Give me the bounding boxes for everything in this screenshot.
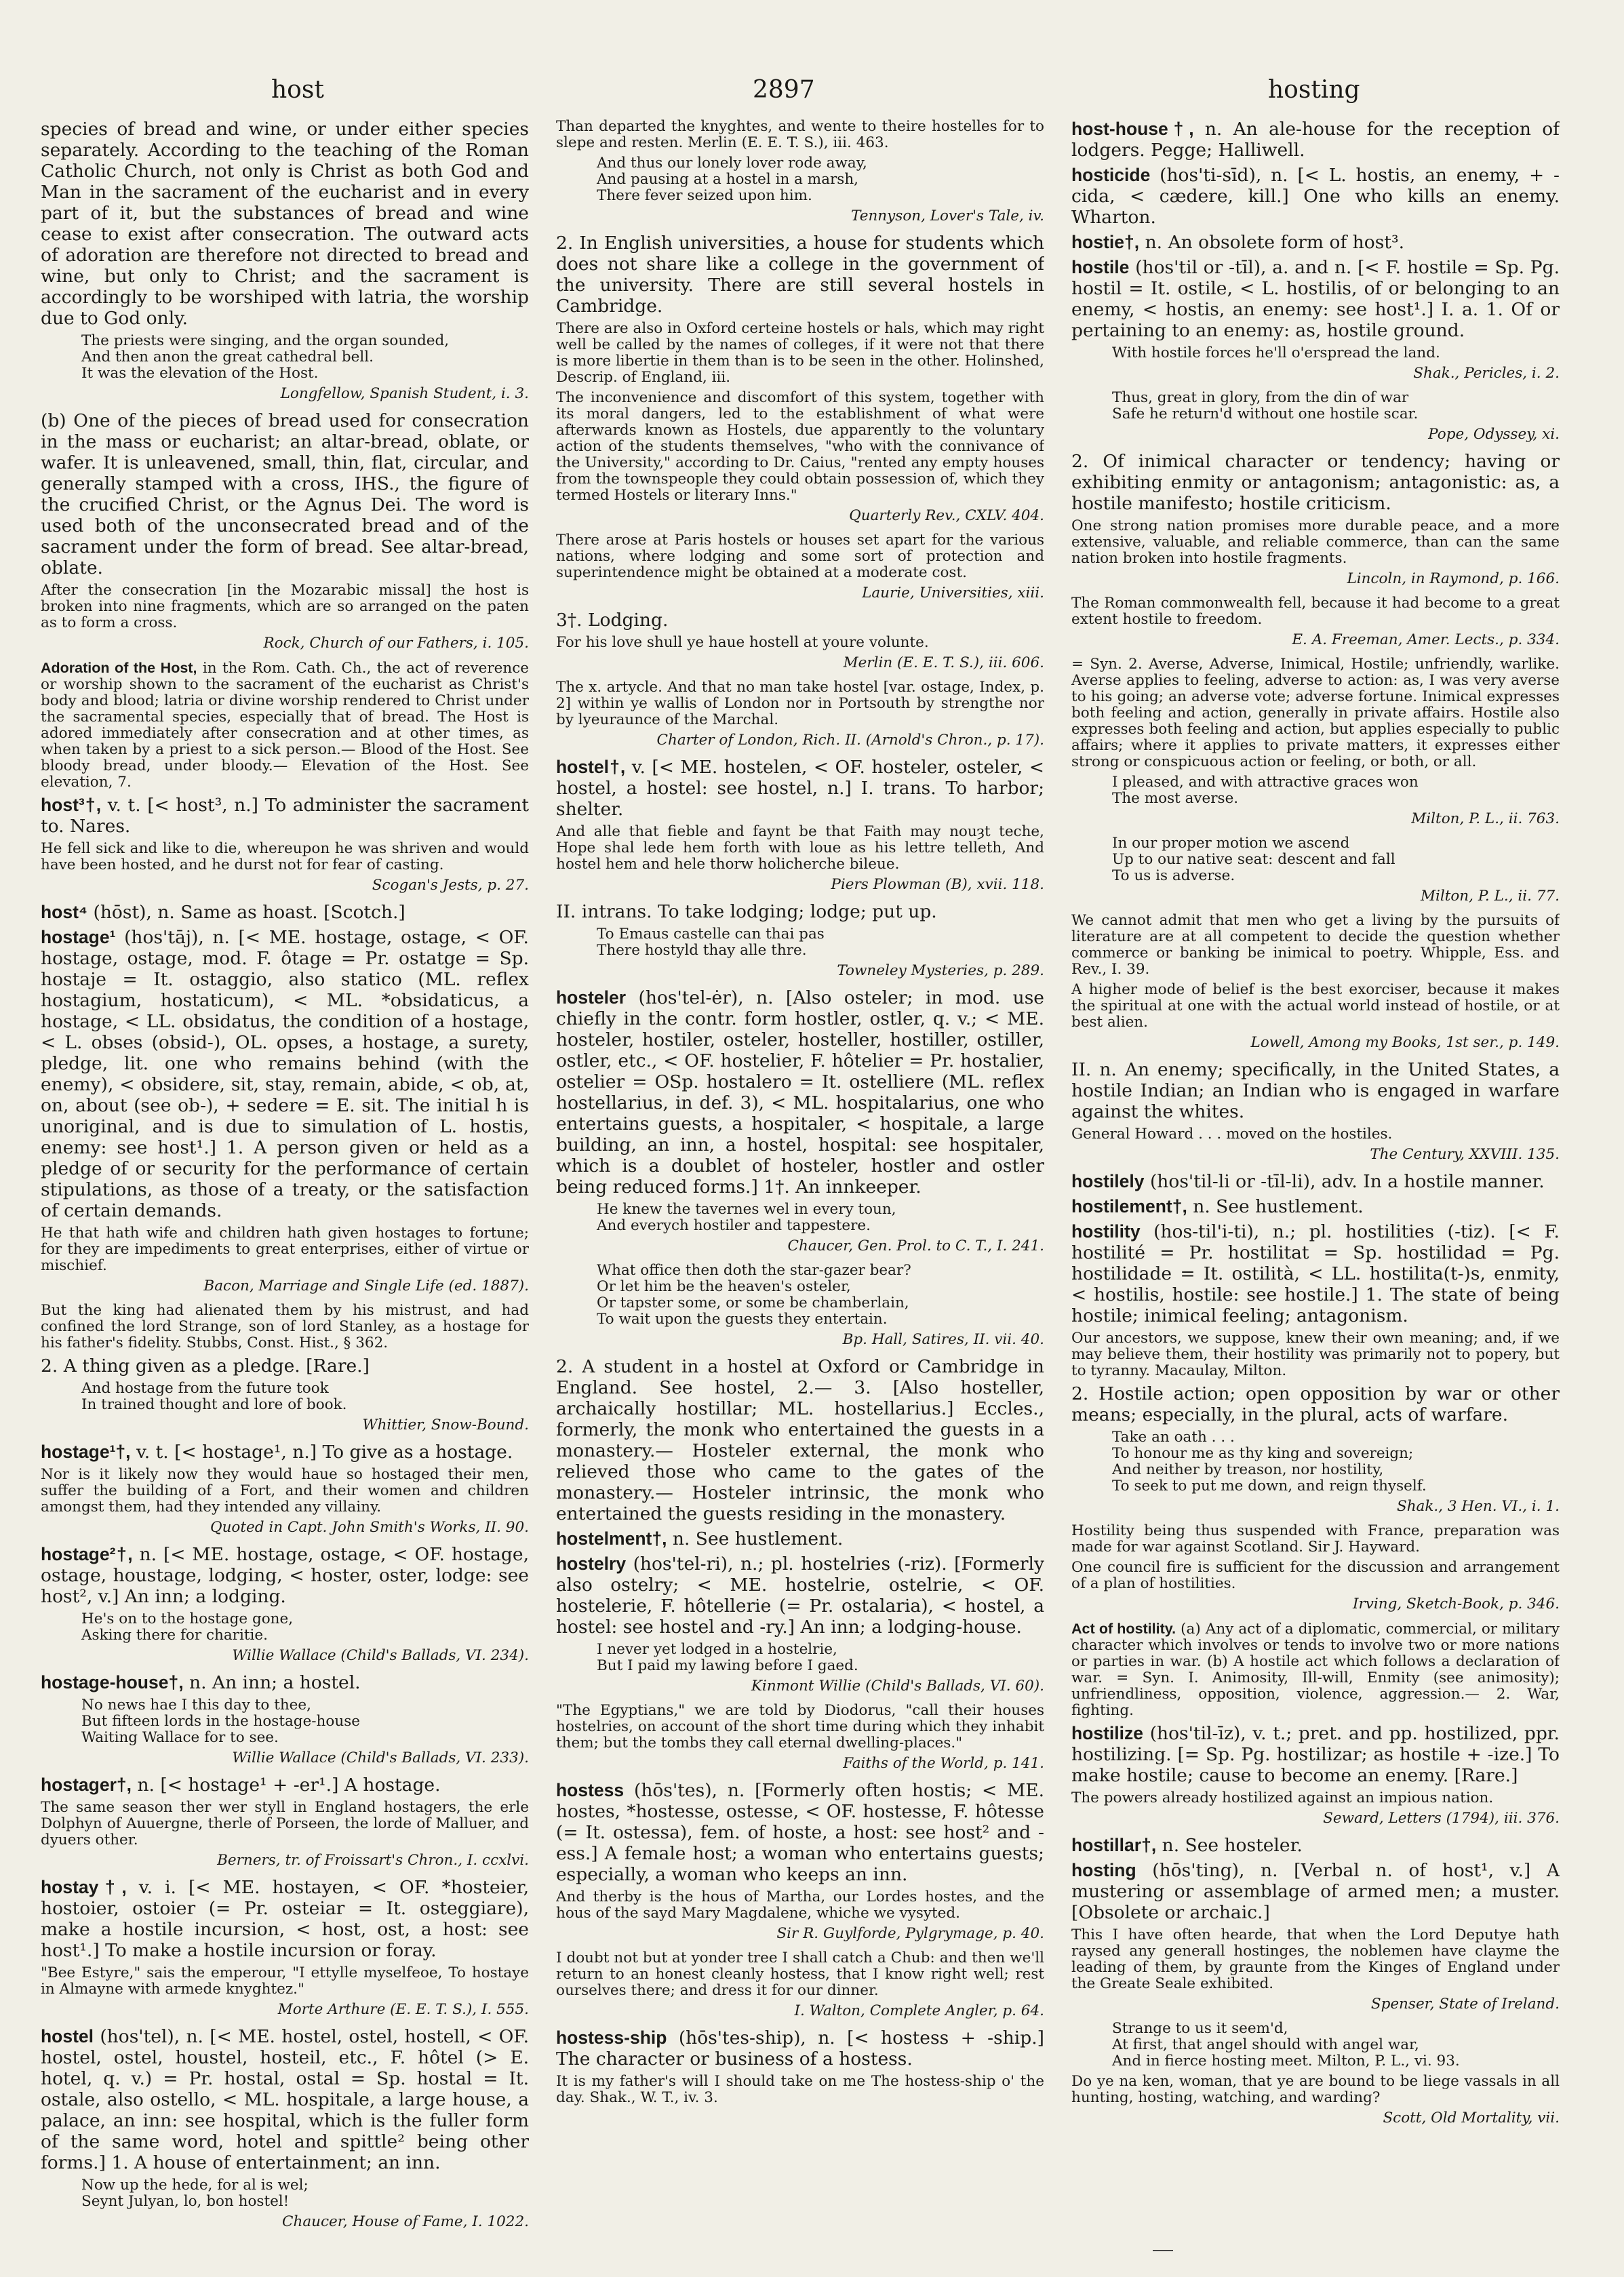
citation-text xyxy=(1071,595,1560,628)
entry-text: 3†. Lodging. xyxy=(556,610,669,631)
entry-text: v. i. [< ME. hostayen, < OF. *hosteier, hostoier, ostoier (= Pr. osteiar = It. osteggiare), make a hostile incursion, < host, ost, a host: see host¹.] To make a hostile incursion or foray. xyxy=(41,1877,529,1961)
citation-source xyxy=(41,1648,529,1664)
entry-text: Kinmont Willie (Child's Ballads, VI. 60). xyxy=(751,1678,1044,1695)
entry-text: The same season ther wer styll in England hostagers, the erle Dolphyn of Auuergne, therle of Porseen, the lorde of Malluer, and dyuers other. xyxy=(41,1799,529,1848)
entry-text: He's on to the hostage gone, Asking there for charitie. xyxy=(81,1610,294,1644)
headword: hostilely xyxy=(1071,1171,1145,1191)
citation-source xyxy=(1071,1147,1560,1163)
verse-quotation xyxy=(1112,774,1543,807)
citation-text xyxy=(556,1950,1044,1999)
columns xyxy=(41,119,1587,2234)
citation-source xyxy=(41,386,529,402)
entry-text: We cannot admit that men who get a living by the pursuits of literature are at all competent to decide the question whether commerce or banking be inimical to poetry. Whipple, Ess. and Rev., I. 39. xyxy=(1071,912,1560,978)
entry-paragraph xyxy=(1071,232,1560,253)
entry-text: Bacon, Marriage and Single Life (ed. 1887). xyxy=(203,1278,529,1294)
citation-text xyxy=(1071,913,1560,978)
headword: hostel xyxy=(41,2026,94,2046)
entry-text: (a) Any act of a diplomatic, commercial, or military character which involves or tends to involve two or more nations or parties in war. (b) A hostile act which follows a declaration of war. = Syn. I. Animosity, Ill-will, Enmity (see animosity); unfriendliness, opposition, violence, aggression.— 2. War, fighting. xyxy=(1071,1621,1560,1719)
entry-text: (b) One of the pieces of bread used for consecration in the mass or eucharist; an altar-bread, oblate, or wafer. It is unleavened, small, thin, flat, circular, and generally stamped with a cross, IHS., the figure of the crucified Christ, or the Agnus Dei. The word is used both of the unconsecrated bread and of the sacrament under the form of bread. See altar-bread, oblate. xyxy=(41,410,529,578)
entry-paragraph xyxy=(41,1442,529,1463)
citation-source xyxy=(41,1520,529,1536)
entry-text: n. See hosteler. xyxy=(1162,1835,1303,1856)
verse-quotation xyxy=(1112,1429,1543,1494)
entry-text: Longfellow, Spanish Student, i. 3. xyxy=(280,385,529,402)
entry-text: Strange to us it seem'd, At first, that angel should with angel war, And in fierce hosting meet. Milton, P. L., vi. 93. xyxy=(1112,2020,1460,2070)
entry-paragraph xyxy=(556,2027,1044,2070)
citation-source xyxy=(1071,1499,1560,1515)
entry-text: n. [< ME. hostage, ostage, < OF. hostage, ostage, houstage, lodging, < hoster, oster, lodge: see host², v.] An inn; a lodging. xyxy=(41,1544,529,1607)
entry-text: Spenser, State of Ireland. xyxy=(1370,1996,1560,2013)
citation-source xyxy=(1071,365,1560,382)
entry-text: I pleased, and with attractive graces won The most averse. xyxy=(1112,774,1419,807)
entry-paragraph xyxy=(1071,1835,1560,1856)
citation-text xyxy=(1071,2074,1560,2106)
entry-text: Faiths of the World, p. 141. xyxy=(843,1755,1044,1772)
entry-text: Milton, P. L., ii. 77. xyxy=(1420,888,1560,905)
entry-text: Lincoln, in Raymond, p. 166. xyxy=(1347,570,1560,587)
entry-text: A higher mode of belief is the best exorciser, because it makes the spiritual at one with the actual world instead of hostile, or at best alien. xyxy=(1071,981,1560,1031)
headword: host³†, xyxy=(41,795,102,815)
entry-paragraph xyxy=(41,795,529,837)
headword: hostillar†, xyxy=(1071,1835,1157,1855)
entry-text: General Howard . . . moved on the hostiles. xyxy=(1071,1126,1393,1143)
entry-text: (hōs'tes-ship), n. [< hostess + -ship.] The character or business of a hostess. xyxy=(556,2027,1044,2070)
entry-text: Scott, Old Mortality, vii. xyxy=(1383,2110,1560,2126)
citation-source xyxy=(556,963,1044,979)
page-number: 2897 xyxy=(753,76,815,104)
citation-source xyxy=(1071,1996,1560,2013)
header-left-guideword: host xyxy=(271,76,324,104)
entry-text: (hos'til-li or -tīl-li), adv. In a hostile manner. xyxy=(1149,1171,1545,1192)
citation-source xyxy=(556,1926,1044,1942)
running-header xyxy=(0,76,1624,117)
entry-text: Quoted in Capt. John Smith's Works, II. 90. xyxy=(210,1519,529,1536)
entry-paragraph xyxy=(556,987,1044,1197)
entry-paragraph xyxy=(556,901,1044,922)
entry-text: (hos'tāj), n. [< ME. hostage, ostage, < OF. hostage, ostage, mod. F. ôtage = Pr. ostatge = Sp. hostaje = It. ostaggio, also statico (ML. reflex hostagium, hostaticum), < ML. *obsidaticus, a hostage, < LL. obsidatus, the condition of a hostage, < L. obses (obsid-), OL. opses, a hostage, a surety, pledge, lit. one who remains behind (with the enemy), < obsidere, sit, stay, remain, abide, < ob, at, on, about (see ob-), + sedere = E. sit. The initial h is unoriginal, and is due to simulation of L. hostis, enemy: see host¹.] 1. A person given or held as a pledge of or security for the performance of certain stipulations, as those of a treaty, or the satisfaction of certain demands. xyxy=(41,927,529,1221)
citation-source xyxy=(1071,1810,1560,1827)
entry-text: The priests were singing, and the organ sounded, And then anon the great cathedral bell. It was the elevation of the Host. xyxy=(81,332,450,382)
entry-text: I. Walton, Complete Angler, p. 64. xyxy=(794,2002,1044,2019)
column-3 xyxy=(1071,119,1560,2234)
citation-source xyxy=(556,2003,1044,2019)
entry-text: 2. Hostile action; open opposition by war or other means; especially, in the plural, acts of warfare. xyxy=(1071,1383,1560,1425)
citation-text xyxy=(1071,1560,1560,1592)
entry-text: He that hath wife and children hath given hostages to fortune; for they are impediments to great enterprises, either of virtue or mischief. xyxy=(41,1225,529,1274)
headword: hostess xyxy=(556,1780,625,1800)
citation-text xyxy=(556,390,1044,504)
entry-text: Milton, P. L., ii. 763. xyxy=(1411,810,1560,827)
entry-paragraph xyxy=(41,410,529,578)
citation-source xyxy=(556,208,1044,224)
entry-text: He fell sick and like to die, whereupon he was shriven and would have been hosted, and he durst not for fear of casting. xyxy=(41,840,529,873)
entry-text: species of bread and wine, or under either species separately. According to the teaching of the Roman Catholic Church, not only is Christ as both God and Man in the sacrament of the eucharist and in every part of it, but the substances of bread and wine cease to exist after consecration. The outward acts of adoration are therefore not directed to bread and wine, but only to Christ; and the sacrament is accordingly to be worshiped with latria, the worship due to God only. xyxy=(41,119,529,329)
citation-source xyxy=(1071,888,1560,905)
entry-text: Pope, Odyssey, xi. xyxy=(1428,426,1560,443)
entry-text: Than departed the knyghtes, and wente to theire hostelles for to slepe and resten. Merlin (E. E. T. S.), iii. 463. xyxy=(556,119,1044,151)
citation-source xyxy=(556,1678,1044,1695)
entry-text: There arose at Paris hostels or houses set apart for the various nations, where lodging and some sort of protection and superintendence might be obtained at a moderate cost. xyxy=(556,532,1044,581)
citation-source xyxy=(41,2002,529,2018)
entry-text: There are also in Oxford certeine hostels or hals, which may right well be called by the names of colleges, if it were not that there is more libertie in them than is to be seen in the other. Holinshed, Descrip. of England, iii. xyxy=(556,320,1044,386)
citation-source xyxy=(556,655,1044,671)
entry-paragraph xyxy=(41,1544,529,1607)
citation-text xyxy=(41,1965,529,1998)
citation-source xyxy=(41,1278,529,1294)
entry-text: 2. A student in a hostel at Oxford or Cambridge in England. See hostel, 2.— 3. [Also hosteller, archaically hostillar; ML. hostellarius.] Eccles., formerly, the monk who entertained the guests in a monastery.— Hosteler external, the monk who relieved those who came to the gates of the monastery.— Hosteler intrinsic, the monk who entertained the guests residing in the monastery. xyxy=(556,1356,1044,1524)
entry-text: Hostility being thus suspended with France, preparation was made for war against Scotland. Sir J. Hayward. xyxy=(1071,1522,1560,1556)
entry-paragraph xyxy=(556,1553,1044,1638)
entry-text: Thus, great in glory, from the din of war Safe he return'd without one hostile scar. xyxy=(1112,389,1419,422)
entry-paragraph xyxy=(41,1672,529,1693)
entry-text: But the king had alienated them by his mistrust, and had confined the lord Strange, son of lord Stanley, as a hostage for his father's fidelity. Stubbs, Const. Hist., § 362. xyxy=(41,1302,529,1351)
citation-source xyxy=(556,1756,1044,1772)
entry-text: Bp. Hall, Satires, II. vii. 40. xyxy=(842,1331,1044,1348)
entry-paragraph xyxy=(1071,1196,1560,1217)
citation-text xyxy=(556,635,1044,651)
verse-quotation xyxy=(81,1611,513,1644)
entry-text: Seward, Letters (1794), iii. 376. xyxy=(1323,1810,1560,1827)
entry-text: Berners, tr. of Froissart's Chron., I. ccxlvi. xyxy=(217,1852,529,1869)
entry-text: (hos'tel-ėr), n. [Also osteler; in mod. use chiefly in the contr. form hostler, ostler, q. v.; < ME. hosteler, hostiler, osteler, hosteller, hostiller, ostiller, ostler, etc., < OF. hostelier, F. hôtelier = Pr. hostalier, ostelier = OSp. hostalero = It. ostelliere (ML. reflex hostellarius, in def. 3), < ML. hospitalarius, one who entertains guests, a hospitaler, < hospitale, a large building, an inn, a hostel, hospital: see hospitaler, which is a doublet of hosteler, hostler and ostler being reduced forms.] 1†. An innkeeper. xyxy=(556,987,1044,1197)
citation-text xyxy=(556,824,1044,873)
entry-text: Sir R. Guylforde, Pylgrymage, p. 40. xyxy=(776,1925,1044,1942)
citation-source xyxy=(1071,427,1560,443)
citation-text xyxy=(556,1703,1044,1751)
citation-source xyxy=(1071,1596,1560,1612)
headword: hostile xyxy=(1071,257,1130,277)
entry-text: And hostage from the future took In trained thought and lore of book. xyxy=(81,1380,347,1413)
citation-text xyxy=(41,1467,529,1516)
entry-text: (hos-til'i-ti), n.; pl. hostilities (-tiz). [< F. hostilité = Pr. hostilitat = Sp. hostilidad = Pg. hostilidade = It. ostilità, < LL. hostilita(t-)s, enmity, < hostilis, hostile: see hostile.] 1. The state of being hostile; inimical feeling; antagonism. xyxy=(1071,1221,1560,1326)
entry-text: Irving, Sketch-Book, p. 346. xyxy=(1352,1596,1560,1612)
verse-quotation xyxy=(81,2177,513,2210)
citation-text xyxy=(556,119,1044,151)
citation-text xyxy=(1071,1927,1560,1992)
citation-text xyxy=(41,841,529,873)
headword: hostilement†, xyxy=(1071,1196,1187,1216)
header-right-guideword: hosting xyxy=(1268,76,1360,104)
verse-quotation xyxy=(597,926,1028,959)
entry-paragraph xyxy=(556,1356,1044,1524)
citation-source xyxy=(41,1853,529,1869)
entry-text: One council fire is sufficient for the discussion and arrangement of a plan of hostilities. xyxy=(1071,1559,1560,1592)
verse-quotation xyxy=(1112,835,1543,884)
headword: Adoration of the Host, xyxy=(41,660,197,676)
entry-text: Laurie, Universities, xiii. xyxy=(862,585,1044,601)
citation-source xyxy=(556,877,1044,893)
entry-text: n. An obsolete form of host³. xyxy=(1145,232,1404,253)
citation-text xyxy=(556,2074,1044,2106)
citation-text xyxy=(41,1225,529,1274)
citation-source xyxy=(1071,2110,1560,2126)
entry-paragraph xyxy=(41,902,529,923)
entry-paragraph xyxy=(1071,1221,1560,1326)
entry-text: E. A. Freeman, Amer. Lects., p. 334. xyxy=(1292,631,1560,648)
entry-text: Whittier, Snow-Bound. xyxy=(362,1417,529,1433)
entry-text: Do ye na ken, woman, that ye are bound to be liege vassals in all hunting, hosting, watching, and warding? xyxy=(1071,2073,1560,2106)
entry-text: 2. Of inimical character or tendency; having or exhibiting enmity or antagonism; antagonistic: as, a hostile manifesto; hostile criticism. xyxy=(1071,451,1560,514)
entry-text: Shak., Pericles, i. 2. xyxy=(1413,365,1560,382)
entry-text: To Emaus castelle can thai pas There hostyld thay alle thre. xyxy=(597,926,825,959)
headword: host⁴ xyxy=(41,902,88,922)
entry-paragraph xyxy=(1071,1059,1560,1122)
entry-paragraph xyxy=(556,233,1044,317)
entry-text: Willie Wallace (Child's Ballads, VI. 233). xyxy=(232,1749,529,1766)
citation-text xyxy=(1071,1790,1560,1806)
verse-quotation xyxy=(1112,345,1543,361)
entry-text: Take an oath . . . To honour me as thy king and sovereign; And neither by treason, nor hostility, To seek to put me down, and reign thyself. xyxy=(1112,1429,1427,1494)
headword: hostage¹ xyxy=(41,927,116,947)
entry-paragraph xyxy=(1071,119,1560,161)
headword: hostelry xyxy=(556,1553,627,1574)
entry-text: n. See hustlement. xyxy=(1193,1196,1364,1217)
verse-quotation xyxy=(1112,2021,1543,2070)
citation-source xyxy=(1071,1035,1560,1051)
entry-text: The Century, XXVIII. 135. xyxy=(1370,1146,1560,1163)
entry-text: Chaucer, House of Fame, I. 1022. xyxy=(282,2213,529,2230)
citation-text xyxy=(1071,1523,1560,1556)
citation-source xyxy=(41,1417,529,1433)
entry-text: The powers already hostilized against an impious nation. xyxy=(1071,1789,1494,1806)
verse-quotation xyxy=(597,1202,1028,1234)
citation-source xyxy=(1071,632,1560,648)
citation-text xyxy=(41,582,529,631)
entry-text: Our ancestors, we suppose, knew their own meaning; and, if we may believe them, their hostility was primarily not to popery, but to tyranny. Macaulay, Milton. xyxy=(1071,1330,1560,1379)
entry-text: "Bee Estyre," sais the emperour, "I ettylle myselfeoe, To hostaye in Almayne with armede knyghtez." xyxy=(41,1964,529,1998)
citation-source xyxy=(1071,571,1560,587)
headword: hostage¹†, xyxy=(41,1442,131,1462)
entry-text: With hostile forces he'll o'erspread the land. xyxy=(1112,344,1440,361)
entry-paragraph xyxy=(41,2026,529,2173)
citation-text xyxy=(1071,518,1560,567)
entry-text: Scogan's Jests, p. 27. xyxy=(372,877,529,894)
headword: hostager†, xyxy=(41,1775,132,1795)
column-2 xyxy=(556,119,1044,2234)
entry-text: I never yet lodged in a hostelrie, But I paid my lawing before I gaed. xyxy=(597,1641,858,1674)
entry-paragraph xyxy=(1071,257,1560,341)
entry-text: v. [< ME. hostelen, < OF. hosteler, osteler, < hostel, a hostel: see hostel, n.] I. trans. To harbor; shelter. xyxy=(556,757,1044,820)
headword: hostay†, xyxy=(41,1877,127,1897)
entry-text: Chaucer, Gen. Prol. to C. T., I. 241. xyxy=(787,1238,1044,1254)
headword: hostelment†, xyxy=(556,1528,667,1549)
citation-text xyxy=(1071,982,1560,1031)
entry-text: v. t. [< hostage¹, n.] To give as a hostage. xyxy=(136,1442,513,1463)
entry-text: The inconvenience and discomfort of this system, together with its moral dangers, led to the establishment of what were afterwards known as Hostels, due apparently to the voluntary action of the students themselves, "who with the connivance of the University," according to Dr. Caius, "rented any empty houses from the townspeople they could obtain possession of, which they termed Hostels or literary Inns." xyxy=(556,389,1044,504)
entry-text: Morte Arthure (E. E. T. S.), I. 555. xyxy=(277,2001,529,2018)
entry-text: n. An inn; a hostel. xyxy=(189,1672,361,1693)
entry-text: He knew the tavernes wel in every toun, And everych hostiler and tappestere. xyxy=(597,1201,896,1234)
entry-text: (hōs'tes), n. [Formerly often hostis; < ME. hostes, *hostesse, ostesse, < OF. hostesse, F. hôtesse (= It. ostessa), fem. of hoste, a host: see host² and -ess.] A female host; a woman who entertains guests; especially, a woman who keeps an inn. xyxy=(556,1780,1044,1885)
headword: hosteler xyxy=(556,987,627,1008)
entry-text: Shak., 3 Hen. VI., i. 1. xyxy=(1396,1498,1560,1515)
citation-source xyxy=(556,508,1044,524)
entry-text: (hos'tel), n. [< ME. hostel, ostel, hostell, < OF. hostel, ostel, houstel, hosteil, etc., F. hôtel (> E. hotel, q. v.) = Pr. hostal, ostal = Sp. hostal = It. ostale, also ostello, < ML. hospitale, a large house, a palace, an inn: see hospital, which is the fuller form of the same word, hotel and spittle² being other forms.] 1. A house of entertainment; an inn. xyxy=(41,2026,529,2173)
entry-text: "The Egyptians," we are told by Diodorus, "call their houses hostelries, on account of the short time during which they inhabit them; but the tombs they call eternal dwelling-places." xyxy=(556,1702,1044,1751)
entry-paragraph xyxy=(41,1775,529,1796)
entry-text: Nor is it likely now they would haue so hostaged their men, suffer the building of a Fort, and their women and children amongst them, had they intended any villainy. xyxy=(41,1466,529,1516)
citation-text xyxy=(556,321,1044,386)
verse-quotation xyxy=(81,1381,513,1413)
headword: hostage-house†, xyxy=(41,1672,184,1692)
entry-paragraph xyxy=(41,1355,529,1377)
entry-text: For his love shull ye haue hostell at youre volunte. xyxy=(556,634,929,651)
entry-paragraph xyxy=(1071,1171,1560,1192)
entry-text: One strong nation promises more durable peace, and a more extensive, valuable, and reliable commerce, than can the same nation broken into hostile fragments. xyxy=(1071,517,1560,567)
verse-quotation xyxy=(1112,390,1543,422)
headword: hostility xyxy=(1071,1221,1141,1242)
entry-text: Piers Plowman (B), xvii. 118. xyxy=(831,876,1044,893)
entry-text: n. [< hostage¹ + -er¹.] A hostage. xyxy=(137,1775,441,1796)
verse-quotation xyxy=(81,333,513,382)
citation-text xyxy=(1071,1126,1560,1143)
headword: hostage²†, xyxy=(41,1544,133,1564)
column-1 xyxy=(41,119,529,2234)
citation-source xyxy=(41,877,529,894)
headword: hosting xyxy=(1071,1860,1136,1880)
entry-text: (hōst), n. Same as hoast. [Scotch.] xyxy=(93,902,405,923)
headword: Act of hostility. xyxy=(1071,1621,1176,1637)
entry-text: Towneley Mysteries, p. 289. xyxy=(837,962,1044,979)
citation-source xyxy=(556,1238,1044,1254)
citation-source xyxy=(556,585,1044,601)
entry-text: Rock, Church of our Fathers, i. 105. xyxy=(263,635,529,652)
headword: hostess-ship xyxy=(556,2027,667,2048)
entry-text: (hos'til-īz), v. t.; pret. and pp. hostilized, ppr. hostilizing. [= Sp. Pg. hostilizar; as hostile + -ize.] To make hostile; cause to become an enemy. [Rare.] xyxy=(1071,1723,1560,1786)
entry-text: = Syn. 2. Averse, Adverse, Inimical, Hostile; unfriendly, warlike. Averse applies to feeling, adverse to action: as, I was very averse to his going; an adverse vote; adverse fortune. Inimical expresses both feeling and action, generally in private affairs. Hostile also expresses both feeling and action, but applies especially to public affairs; where it applies to private matters, it expresses either strong or conspicuous action or feeling, or both, or all. xyxy=(1071,656,1560,770)
headword: hostel†, xyxy=(556,757,626,777)
entry-text: n. An ale-house for the reception of lodgers. Pegge; Halliwell. xyxy=(1071,119,1560,161)
entry-text: Now up the hede, for al is wel; Seynt Julyan, lo, bon hostel! xyxy=(81,2177,309,2210)
entry-text: And thus our lonely lover rode away, And pausing at a hostel in a marsh, There fever seized upon him. xyxy=(597,155,867,204)
entry-text: v. t. [< host³, n.] To administer the sacrament to. Nares. xyxy=(41,795,529,837)
entry-text: II. n. An enemy; specifically, in the United States, a hostile Indian; an Indian who is engaged in warfare against the whites. xyxy=(1071,1059,1560,1122)
citation-text xyxy=(556,532,1044,581)
citation-text xyxy=(1071,656,1560,770)
verse-quotation xyxy=(597,1263,1028,1328)
entry-paragraph xyxy=(1071,1383,1560,1425)
citation-text xyxy=(41,1800,529,1848)
entry-text: in the Rom. Cath. Ch., the act of reverence or worship shown to the sacrament of the eucharist as Christ's body and blood; latria or divine worship rendered to Christ under the sacramental species, especially that of bread. The Host is adored immediately after consecration and at other times, as when taken by a priest to a sick person.— Blood of the Host. See bloody bread, under bloody.— Elevation of the Host. See elevation, 7. xyxy=(41,660,529,791)
headword: host-house†, xyxy=(1071,119,1194,139)
entry-paragraph xyxy=(1071,1723,1560,1786)
entry-text: No news hae I this day to thee, But fifteen lords in the hostage-house Waiting Wallace for to see. xyxy=(81,1697,360,1746)
entry-text: In our proper motion we ascend Up to our native seat: descent and fall To us is adverse. xyxy=(1112,835,1395,884)
entry-text: What office then doth the star-gazer bear? Or let him be the heaven's osteler, Or tapster some, or some be chamberlain, To wait upon the guests they entertain. xyxy=(597,1262,911,1328)
citation-source xyxy=(556,1332,1044,1348)
footer-rule xyxy=(1153,2250,1173,2251)
entry-text: Lowell, Among my Books, 1st ser., p. 149. xyxy=(1250,1034,1560,1051)
verse-quotation xyxy=(81,1697,513,1746)
citation-text xyxy=(41,1303,529,1351)
entry-text: n. See hustlement. xyxy=(672,1528,844,1549)
entry-text: Merlin (E. E. T. S.), iii. 606. xyxy=(843,654,1044,671)
entry-paragraph xyxy=(1071,451,1560,514)
entry-text: 2. A thing given as a pledge. [Rare.] xyxy=(41,1355,370,1377)
entry-paragraph xyxy=(41,927,529,1221)
entry-text: (hos'ti-sīd), n. [< L. hostis, an enemy, + -cida, < cædere, kill.] One who kills an enemy. Wharton. xyxy=(1071,165,1560,228)
entry-text: I doubt not but at yonder tree I shall catch a Chub: and then we'll return to an honest cleanly hostess, that I know right well; rest ourselves there; and dress it for our dinner. xyxy=(556,1949,1044,1999)
entry-paragraph xyxy=(556,1528,1044,1549)
entry-text: (hōs'ting), n. [Verbal n. of host¹, v.] A mustering or assemblage of armed men; a muster. [Obsolete or archaic.] xyxy=(1071,1860,1560,1923)
entry-text: Willie Wallace (Child's Ballads, VI. 234). xyxy=(232,1647,529,1664)
entry-text: Tennyson, Lover's Tale, iv. xyxy=(851,207,1044,224)
entry-text: It is my father's will I should take on me The hostess-ship o' the day. Shak., W. T., iv. 3. xyxy=(556,2073,1044,2106)
citation-text xyxy=(1071,1621,1560,1719)
citation-text xyxy=(556,679,1044,728)
entry-text: And alle that fieble and faynt be that Faith may nouȝt teche, Hope shal lede hem forth with loue as his lettre telleth, And hostel hem and hele thorw holicherche bileue. xyxy=(556,823,1044,873)
entry-paragraph xyxy=(556,610,1044,631)
entry-text: Quarterly Rev., CXLV. 404. xyxy=(849,507,1044,524)
entry-text: The x. artycle. And that no man take hostel [var. ostage, Index, p. 2] within ye wallis of London nor in Portsouth by strengthe nor by lyeuraunce of the Marchal. xyxy=(556,679,1044,728)
citation-source xyxy=(556,732,1044,749)
citation-source xyxy=(41,2214,529,2230)
entry-paragraph xyxy=(556,1780,1044,1885)
entry-text: This I have often hearde, that when the Lord Deputye hath raysed any generall hostinges, the noblemen have clayme the leading of them, by graunte from the Kinges of England under the Greate Seale exhibited. xyxy=(1071,1926,1560,1992)
citation-text xyxy=(1071,1330,1560,1379)
entry-paragraph xyxy=(41,119,529,329)
entry-paragraph xyxy=(556,757,1044,820)
entry-paragraph xyxy=(1071,165,1560,228)
verse-quotation xyxy=(597,155,1028,204)
entry-text: Charter of London, Rich. II. (Arnold's Chron., p. 17). xyxy=(656,732,1044,749)
citation-text xyxy=(556,1889,1044,1922)
entry-text: (hos'tel-ri), n.; pl. hostelries (-riz). [Formerly also ostelry; < ME. hostelrie, ostelrie, < OF. hostelerie, F. hôtellerie (= Pr. ostalaria), < hostel, a hostel: see hostel and -ry.] An inn; a lodging-house. xyxy=(556,1553,1044,1638)
entry-text: And therby is the hous of Martha, our Lordes hostes, and the hous of the sayd Mary Magdalene, whiche we vysyted. xyxy=(556,1888,1044,1922)
entry-text: II. intrans. To take lodging; lodge; put up. xyxy=(556,901,937,922)
entry-paragraph xyxy=(41,1877,529,1961)
entry-text: The Roman commonwealth fell, because it had become to a great extent hostile to freedom. xyxy=(1071,595,1560,628)
entry-text: After the consecration [in the Mozarabic missal] the host is broken into nine fragments, which are so arranged on the paten as to form a cross. xyxy=(41,582,529,631)
citation-text xyxy=(41,660,529,791)
entry-paragraph xyxy=(1071,1860,1560,1923)
entry-text: 2. In English universities, a house for students which does not share like a college in the government of the university. There are still several hostels in Cambridge. xyxy=(556,233,1044,317)
citation-source xyxy=(41,635,529,652)
headword: hosticide xyxy=(1071,165,1151,185)
citation-source xyxy=(41,1750,529,1766)
verse-quotation xyxy=(597,1642,1028,1674)
entry-text: (hos'til or -tīl), a. and n. [< F. hostile = Sp. Pg. hostil = It. ostile, < L. hostilis, of or belonging to an enemy, < hostis, an enemy: see host¹.] I. a. 1. Of or pertaining to an enemy: as, hostile ground. xyxy=(1071,257,1560,341)
headword: hostie†, xyxy=(1071,232,1140,252)
citation-source xyxy=(1071,811,1560,827)
headword: hostilize xyxy=(1071,1723,1144,1743)
